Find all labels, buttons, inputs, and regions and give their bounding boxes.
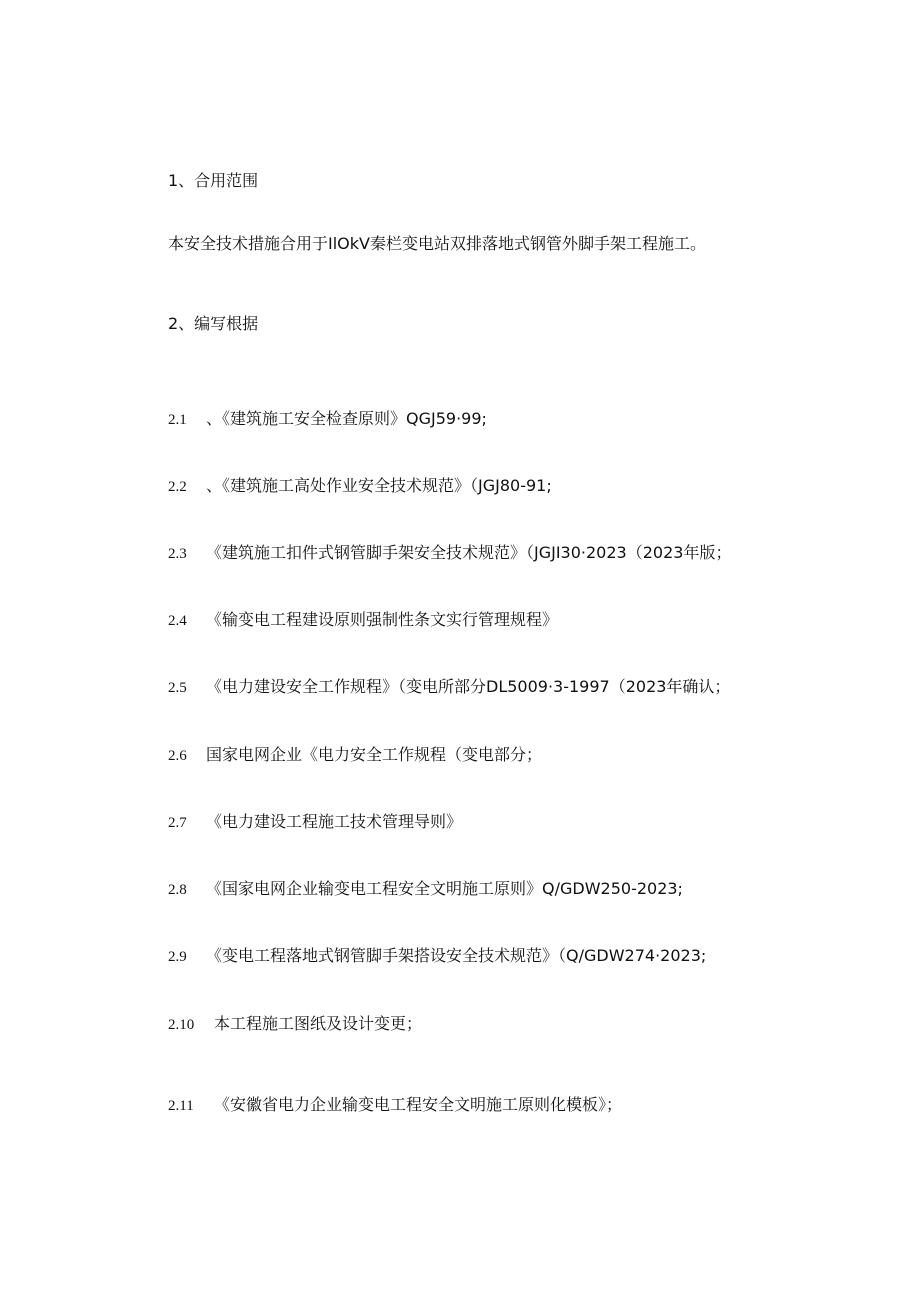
section-2-heading: 2、编写根据 [168, 314, 259, 333]
reference-text: 《变电工程落地式钢管脚手架搭设安全技术规范》（Q/GDW274·2023; [206, 946, 707, 965]
reference-number: 2.7 [168, 815, 187, 831]
reference-number: 2.9 [168, 949, 187, 965]
reference-number: 2.3 [168, 546, 187, 562]
reference-text: 《建筑施工扣件式钢管脚手架安全技术规范》（JGJI30·2023（2023年版； [206, 543, 732, 562]
section-1-body: 本安全技术措施合用于IlOkV秦栏变电站双排落地式钢管外脚手架工程施工。 [168, 234, 706, 253]
reference-item [168, 1013, 422, 1036]
reference-item [168, 744, 542, 767]
reference-number: 2.5 [168, 680, 187, 696]
reference-number: 2.2 [168, 479, 187, 495]
reference-text: 、《建筑施工安全检查原则》QGJ59·99; [206, 409, 487, 428]
reference-text: 《国家电网企业输变电工程安全文明施工原则》Q/GDW250-2023; [206, 879, 683, 898]
reference-number: 2.4 [168, 613, 187, 629]
reference-item [168, 542, 731, 565]
reference-item [168, 676, 730, 699]
reference-number: 2.11 [168, 1098, 194, 1114]
reference-text: 《安徽省电力企业输变电工程安全文明施工原则化模板》； [214, 1095, 623, 1114]
reference-item [168, 1094, 622, 1117]
reference-text: 本工程施工图纸及设计变更； [214, 1014, 423, 1033]
reference-item [168, 408, 487, 431]
section-1-heading: 1、合用范围 [168, 171, 259, 190]
reference-text: 《电力建设工程施工技术管理导则》 [206, 812, 463, 831]
reference-item [168, 609, 558, 632]
reference-text: 《输变电工程建设原则强制性条文实行管理规程》 [206, 610, 559, 629]
reference-text: 、《建筑施工高处作业安全技术规范》（JGJ80-91; [206, 476, 552, 495]
reference-number: 2.6 [168, 748, 187, 764]
reference-text: 国家电网企业《电力安全工作规程（变电部分； [206, 745, 543, 764]
reference-number: 2.8 [168, 882, 187, 898]
reference-number: 2.10 [168, 1017, 195, 1033]
reference-item [168, 811, 462, 834]
reference-item [168, 878, 683, 901]
reference-number: 2.1 [168, 412, 187, 428]
reference-text: 《电力建设安全工作规程》（变电所部分DL5009·3-1997（2023年确认； [206, 677, 731, 696]
reference-item [168, 945, 706, 968]
reference-item [168, 475, 552, 498]
